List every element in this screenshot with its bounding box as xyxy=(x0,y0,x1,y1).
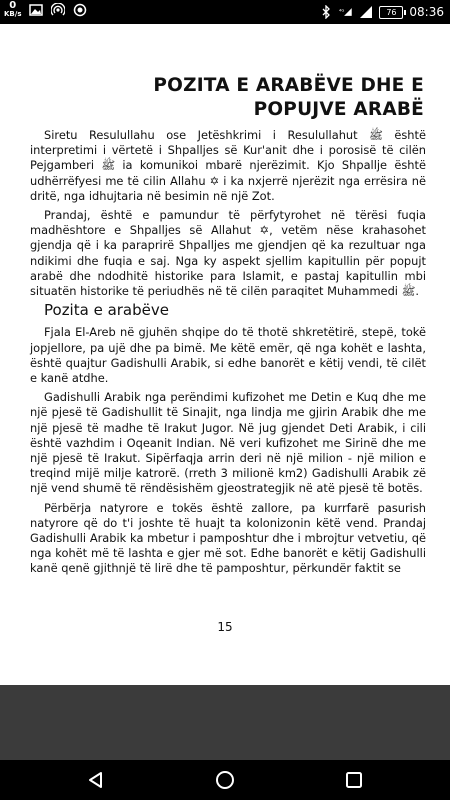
section-heading: Pozita e arabëve xyxy=(44,301,169,320)
home-button[interactable] xyxy=(215,770,235,790)
signal-icon xyxy=(359,6,373,18)
cast-icon xyxy=(73,4,87,16)
gallery-icon xyxy=(29,4,43,16)
signal-4g-icon xyxy=(339,6,353,18)
status-left-icons xyxy=(4,2,87,18)
status-bar xyxy=(0,0,450,24)
net-speed xyxy=(4,2,21,18)
recents-icon xyxy=(344,770,364,790)
paragraph: Prandaj, është e pamundur të përfytyrohet në tërësi fuqia madhështore e Shpalljes së Allahut ✡, vetëm nëse krahasohet gjendja që i ka paraprirë Shpalljes me gjendjen që ka rezultuar nga ndikimi dhe fuqia e saj. Nga ky aspekt sjellim kapitullin për popujt arabë dhe ndodhitë historike para Islamit, e pastaj kapitullin mbi situatën historike të periudhës në të cilën paraqitet Muhammedi ﷺ. xyxy=(30,208,426,299)
home-icon xyxy=(215,770,235,790)
net-speed-unit: KB/s xyxy=(4,10,22,18)
status-right-icons xyxy=(319,0,444,24)
paragraph: Përbërja natyrore e tokës është zallore, pa kurrfarë pasurish natyrore që do t'i joshte të huajt ta kolonizonin këtë vend. Prandaj Gadishulli Arabik ka mbetur i pamposhtur dhe i mbrojtur vetvetiu, që nga kohët më të lashta e gjer më sot. Edhe banorët e këtij Gadishulli kanë qenë gjithnjë të lirë dhe të pamposhtur, përkundër faktit se xyxy=(30,500,426,576)
battery-icon: 76 xyxy=(379,6,403,19)
net-speed-value: 0 xyxy=(9,0,17,11)
paragraph: Siretu Resulullahu ose Jetëshkrimi i Resulullahut ﷺ është interpretimi i vërtetë i Shpalljes së Kur'anit dhe i porosisë të cilën Pejgamberi ﷺ ia komunikoi mbarë njerëzimit. Kjo Shpallje është udhërrëfyesi me të cilin Allahu ✡ i ka nxjerrë njerëzit nga errësira në dritë, nga idhujtaria në besimin në një Zot. xyxy=(30,128,426,203)
book-page[interactable] xyxy=(0,24,450,685)
chapter-title: POZITA E ARABËVE DHE E POPUJVE ARABË xyxy=(153,75,424,120)
back-icon xyxy=(86,770,106,790)
page-body xyxy=(30,128,426,581)
hotspot-icon xyxy=(51,4,65,16)
bluetooth-icon xyxy=(319,6,333,18)
paragraph: Gadishulli Arabik nga perëndimi kufizohet me Detin e Kuq dhe me një pjesë të Gadishullit të Sinajit, nga lindja me gjirin Arabik dhe me një pjesë të madhe të Irakut Jugor. Në jug gjendet Deti Arabik, i cili është vazhdim i Oqeanit Indian. Në veri kufizohet me Sirinë dhe me një pjesë të Irakut. Sipërfaqja arrin deri në një milion - një milion e treqind mijë milje katrorë. (rreth 3 milionë km2) Gadishulli Arabik zë një vend shumë të rëndësishëm gjeostrategjik në atë pjesë të botës. xyxy=(30,390,426,496)
back-button[interactable] xyxy=(86,770,106,790)
page-number: 15 xyxy=(217,620,233,634)
recents-button[interactable] xyxy=(344,770,364,790)
paragraph: Fjala El-Areb në gjuhën shqipe do të thotë shkretëtirë, stepë, tokë jopjellore, pa ujë dhe pa bimë. Me këtë emër, që nga kohët e lashta, është quajtur Gadishulli Arabik, si edhe banorët e këtij vendi, të cilët e kanë atdhe. xyxy=(30,325,426,386)
clock: 08:36 xyxy=(409,5,444,19)
navigation-bar xyxy=(0,760,450,800)
svg-text:4G: 4G xyxy=(339,7,345,13)
reader-bottom-area xyxy=(0,685,450,760)
